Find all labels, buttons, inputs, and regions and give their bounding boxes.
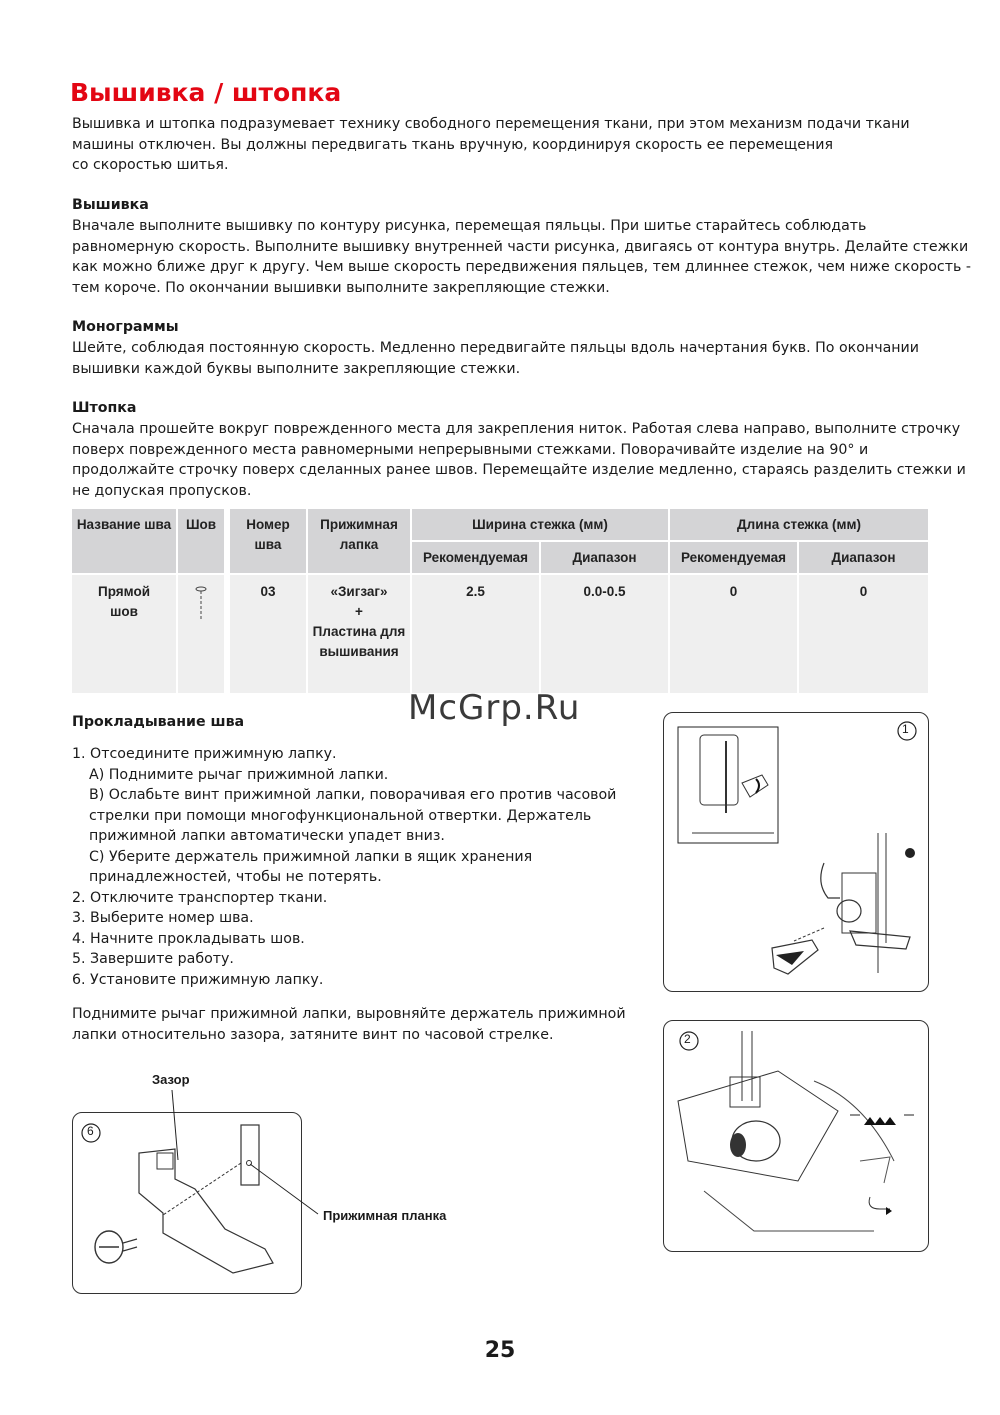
darning-heading: Штопка [72,400,137,416]
seam-step-line: 4. Начните прокладывать шов. [72,930,305,947]
row-name-line: шов [110,604,138,619]
embroidery-line: Вначале выполните вышивку по контуру рисунка, перемещая пяльцы. При шитье старайтесь соблюдать [72,218,867,234]
header-foot-line: Прижимная [320,517,398,532]
seam-step-line: прижимной лапки автоматически упадет вниз. [89,828,445,844]
row-length-recommended: 0 [670,575,797,693]
embroidery-paragraph [72,216,971,298]
seam-step-line: B) Ослабьте винт прижимной лапки, поворачивая его против часовой [89,787,617,803]
row-width-range: 0.0-0.5 [541,575,668,693]
monograms-heading: Монограммы [72,319,179,335]
embroidery-line: равномерную скорость. Выполните вышивку внутренней части рисунка, двигаясь от контура внутрь. Делайте стежки [72,238,969,255]
header-foot [308,509,410,573]
seam-laying-heading: Прокладывание шва [72,714,245,730]
darning-line: поверх поврежденного места равномерными непрерывными стежками. Поворачивайте изделие на 90° и [72,441,869,458]
monograms-paragraph [72,338,932,379]
row-stitch [178,575,224,693]
embroidery-heading: Вышивка [72,197,149,213]
feed-dog-illustration [664,1021,930,1253]
row-foot-line: вышивания [319,644,399,659]
header-foot-line: лапка [339,537,379,552]
seam-step-line: 6. Установите прижимную лапку. [72,971,324,988]
intro-line: со скоростью шитья. [72,157,229,173]
row-name-line: Прямой [97,584,150,599]
watermark: McGrp.Ru [408,688,581,728]
seam-step-line: A) Поднимите рычаг прижимной лапки. [89,766,389,783]
header-length: Длина стежка (мм) [670,509,928,540]
page-title: Вышивка / штопка [70,78,342,107]
seam-laying-steps [72,744,616,990]
intro-paragraph [72,114,932,176]
intro-line: Вышивка и штопка подразумевает технику свободного перемещения ткани, при этом механизм подачи ткани [72,116,910,132]
header-width: Ширина стежка (мм) [412,509,668,540]
pressure-bar-label: Прижимная планка [323,1208,447,1223]
page-number: 25 [484,1338,516,1363]
row-width-recommended: 2.5 [412,575,539,693]
header-number-line: Номер [246,517,290,532]
figure-2 [663,1020,929,1252]
intro-line: машины отключен. Вы должны передвигать ткань вручную, координируя скорость ее перемещения [72,136,833,153]
figure-1 [663,712,929,992]
embroidery-line: тем короче. По окончании вышивки выполните закрепляющие стежки. [72,279,610,296]
row-foot-line: «Зигзаг» [330,584,388,599]
darning-paragraph [72,419,966,501]
closing-line: лапки относительно зазора, затяните винт по часовой стрелке. [72,1026,554,1043]
presser-foot-removal-illustration [664,713,930,993]
closing-line: Поднимите рычаг прижимной лапки, выровняйте держатель прижимной [72,1006,626,1022]
monograms-line: Шейте, соблюдая постоянную скорость. Медленно передвигайте пяльцы вдоль начертания букв. По окончании [72,340,919,356]
row-name [72,575,176,693]
stitch-table [72,509,928,693]
monograms-line: вышивки каждой буквы выполните закрепляющие стежки. [72,360,521,377]
figure-number: 1 [902,722,909,736]
seam-step-line: C) Уберите держатель прижимной лапки в ящик хранения [89,848,533,865]
header-length-recommended: Рекомендуемая [670,542,797,573]
seam-step-line: стрелки при помощи многофункциональной отвертки. Держатель [89,807,592,824]
presser-foot-install-illustration [73,1113,303,1295]
seam-step-line: принадлежностей, чтобы не потерять. [89,869,382,885]
header-width-recommended: Рекомендуемая [412,542,539,573]
darning-line: не допуская пропусков. [72,482,252,499]
row-length-range: 0 [799,575,928,693]
embroidery-line: как можно ближе друг к другу. Чем выше скорость передвижения пяльцев, тем длиннее стежок, чем ниже скорость - [72,259,971,275]
row-foot-line: Пластина для [312,624,406,639]
darning-line: продолжайте строчку поверх сделанных ранее швов. Перемещайте изделие медленно, стараясь разделить стежки и [72,462,966,478]
header-number [230,509,306,573]
row-foot-line: + [355,604,363,619]
header-number-line: шва [254,537,282,552]
seam-step-line: 2. Отключите транспортер ткани. [72,889,328,906]
gap-label: Зазор [152,1072,190,1087]
seam-step-line: 3. Выберите номер шва. [72,910,254,926]
darning-line: Сначала прошейте вокруг поврежденного места для закрепления ниток. Работая слева направо, выполните строчку [72,421,961,437]
seam-step-line: 1. Отсоедините прижимную лапку. [72,746,337,762]
figure-number: 2 [684,1032,691,1046]
header-name: Название шва [72,509,176,573]
header-stitch: Шов [178,509,224,573]
header-length-range: Диапазон [799,542,928,573]
straight-stitch-icon [178,583,224,643]
header-width-range: Диапазон [541,542,668,573]
seam-step-line: 5. Завершите работу. [72,951,234,967]
row-foot [308,575,410,693]
figure-6 [72,1112,302,1294]
figure-number: 6 [87,1124,94,1138]
row-number: 03 [230,575,306,693]
